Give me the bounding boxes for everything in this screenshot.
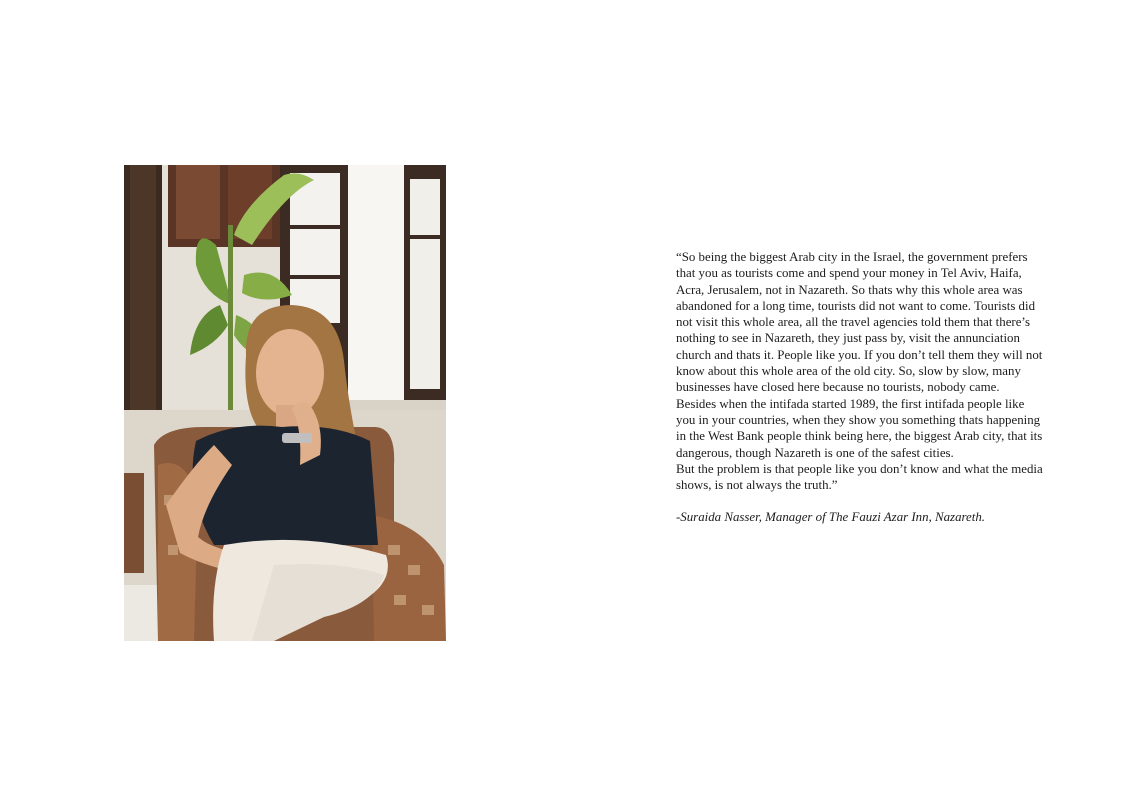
attribution: -Suraida Nasser, Manager of The Fauzi Azar Inn, Nazareth. — [676, 510, 986, 525]
quote-paragraph-3: But the problem is that people like you don’t know and what the media shows, is not always the truth.” — [676, 461, 1043, 493]
quote-paragraph-2: Besides when the intifada started 1989, the first intifada people like you in your countries, when they show you something thats happening in the West Bank people think being here, the biggest Arab city, that its dangerous, though Nazareth is one of the safest cities. — [676, 396, 1043, 460]
portrait-photo — [124, 165, 446, 641]
quote-paragraph-1: “So being the biggest Arab city in the Israel, the government prefers that you as tourists come and spend your money in Tel Aviv, Haifa, Acra, Jerusalem, not in Nazareth. So thats why this whole area was abandoned for a long time, tourists did not want to come. Tourists did not visit this whole area, all the travel agencies told them that there’s nothing to see in Nazareth, they just pass by, visit the annunciation church and thats it. People like you. If you don’t tell them they will not know about this whole area of the old city. So, slow by slow, many businesses have closed here because no tourists, nobody came. — [676, 250, 1043, 395]
quote — [676, 249, 1044, 493]
interview-text — [676, 249, 1044, 526]
